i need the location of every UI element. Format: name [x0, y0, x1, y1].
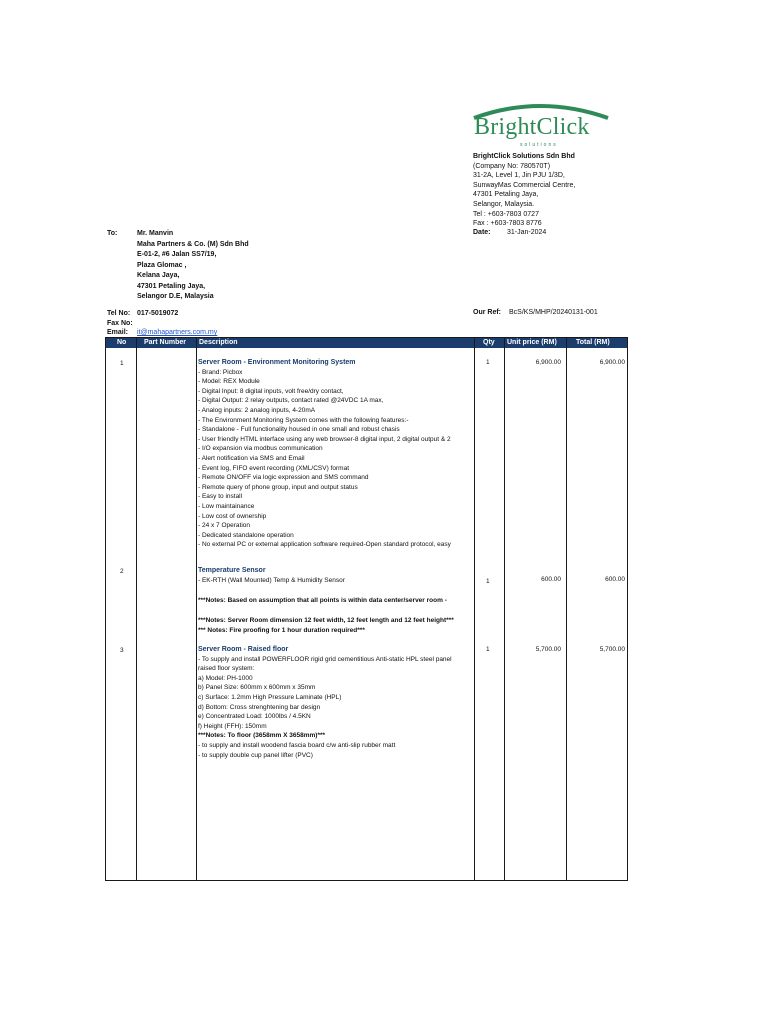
- company-line: SunwayMas Commercial Centre,: [473, 181, 576, 189]
- email-link[interactable]: it@mahapartners.com.my: [137, 329, 218, 337]
- desc-line: f) Height (FFH): 150mm: [198, 722, 267, 730]
- desc-line: - to supply and install woodend fascia board c/w anti-slip rubber matt: [198, 741, 396, 749]
- row-3-unit-price: 5,700.00: [535, 646, 561, 653]
- date-value: 31-Jan-2024: [507, 229, 547, 236]
- company-info: [473, 152, 575, 229]
- recipient-name: Mr. Manvin: [137, 230, 174, 237]
- row-2-unit-price: 600.00: [541, 576, 561, 583]
- to-label: To:: [107, 230, 118, 237]
- tel-value: 017-5019072: [137, 310, 179, 317]
- company-line: (Company No: 780570T): [473, 162, 551, 170]
- address-line: Selangor D.E, Malaysia: [137, 293, 214, 300]
- desc-line: - Easy to install: [198, 493, 243, 501]
- row-2-note: ***Notes: Based on assumption that all points is within data center/server room -: [198, 597, 447, 604]
- row-2-note: *** Notes: Fire proofing for 1 hour duration required***: [198, 627, 365, 634]
- desc-line: - Low cost of ownership: [198, 512, 267, 520]
- header-description: Description: [199, 339, 238, 346]
- row-1-no: 1: [120, 360, 124, 367]
- desc-line: - Analog inputs: 2 analog inputs, 4-20mA: [198, 406, 316, 414]
- desc-line: - to supply double cup panel lifter (PVC): [198, 751, 313, 759]
- recipient-address: [137, 229, 249, 303]
- desc-line: d) Bottom: Cross strenghtening bar design: [198, 703, 321, 711]
- desc-line: a) Model: PH-1000: [198, 674, 253, 682]
- desc-line: b) Panel Size: 600mm x 600mm x 35mm: [198, 684, 316, 692]
- company-tel: Tel : +603-7803 0727: [473, 210, 539, 218]
- date-label: Date:: [473, 229, 491, 236]
- desc-line: - EK-RTH (Wall Mounted) Temp & Humidity Sensor: [198, 576, 345, 584]
- ref-label: Our Ref:: [473, 309, 501, 316]
- row-1-total: 6,900.00: [599, 359, 625, 366]
- column-divider: [196, 338, 197, 880]
- row-3-no: 3: [120, 647, 124, 654]
- company-fax: Fax : +603-7803 8776: [473, 220, 542, 228]
- row-1-description: [198, 358, 451, 550]
- desc-line: - I/O expansion via modbus communication: [198, 445, 323, 453]
- company-line: 31-2A, Level 1, Jin PJU 1/3D,: [473, 172, 565, 180]
- desc-line: - Digital Output: 2 relay outputs, contact rated @24VDC 1A max,: [198, 397, 384, 405]
- header-unit-price: Unit price (RM): [507, 339, 557, 346]
- fax-label: Fax No:: [107, 319, 133, 327]
- row-2-no: 2: [120, 568, 124, 575]
- table-header: [106, 338, 627, 348]
- header-part-number: Part Number: [144, 339, 187, 346]
- brand-sub: solutions: [520, 142, 558, 148]
- desc-line: - Event log, FIFO event recording (XML/CSV) format: [198, 464, 349, 472]
- desc-line: - User friendly HTML interface using any web browser-8 digital input, 2 digital output & 2: [198, 435, 451, 443]
- address-line: Kelana Jaya,: [137, 272, 180, 279]
- quotation-table: [105, 337, 628, 881]
- column-divider: [566, 338, 567, 880]
- address-line: Plaza Glomac ,: [137, 261, 187, 269]
- row-1-qty: 1: [486, 359, 490, 366]
- column-divider: [474, 338, 475, 880]
- desc-line: - No external PC or external application software required-Open standard protocol, easy: [198, 541, 451, 549]
- header-total: Total (RM): [576, 339, 610, 346]
- recipient-company: Maha Partners & Co. (M) Sdn Bhd: [137, 240, 249, 248]
- row-1-unit-price: 6,900.00: [535, 359, 561, 366]
- address-line: E-01-2, #6 Jalan SS7/19,: [137, 251, 217, 258]
- address-line: 47301 Petaling Jaya,: [137, 282, 206, 290]
- header-no: No: [117, 339, 127, 346]
- ref-row: [473, 309, 598, 316]
- desc-line: - Remote ON/OFF via logic expression and SMS command: [198, 474, 369, 482]
- desc-line: e) Concentrated Load: 1000lbs / 4.5KN: [198, 713, 311, 721]
- desc-line: - Alert notification via SMS and Email: [198, 454, 305, 462]
- desc-line: - Digital Input: 8 digital inputs, volt free/dry contact,: [198, 387, 344, 395]
- row-3-qty: 1: [486, 646, 490, 653]
- brand-name: BrightClick: [474, 114, 590, 140]
- company-line: Selangor, Malaysia.: [473, 200, 535, 208]
- desc-line: raised floor system:: [198, 665, 255, 673]
- desc-line: - Standalone - Full functionality housed in one small and robust chasis: [198, 426, 400, 434]
- ref-value: BcS/KS/MHP/20240131-001: [509, 309, 598, 316]
- row-2-title: Temperature Sensor: [198, 567, 266, 574]
- brand-logo: [470, 100, 615, 150]
- row-1-title: Server Room - Environment Monitoring System: [198, 359, 356, 366]
- row-3-note: ***Notes: To floor (3658mm X 3658mm)***: [198, 732, 326, 740]
- column-divider: [136, 338, 137, 880]
- desc-line: - Brand: Picbox: [198, 368, 243, 376]
- row-2-description: [198, 566, 345, 585]
- company-name: BrightClick Solutions Sdn Bhd: [473, 153, 575, 160]
- desc-line: c) Surface: 1.2mm High Pressure Laminate (HPL): [198, 693, 342, 701]
- desc-line: - 24 x 7 Operation: [198, 522, 251, 530]
- row-2-qty: 1: [486, 578, 490, 585]
- row-3-description: [198, 645, 452, 760]
- desc-line: - The Environment Monitoring System comes with the following features:-: [198, 416, 409, 424]
- row-3-total: 5,700.00: [599, 646, 625, 653]
- company-line: 47301 Petaling Jaya,: [473, 191, 539, 199]
- row-3-title: Server Room - Raised floor: [198, 646, 289, 653]
- contact-info: [107, 309, 217, 338]
- desc-line: - Remote query of phone group, input and output status: [198, 483, 358, 491]
- date-row: [473, 229, 546, 236]
- desc-line: - Low maintainance: [198, 502, 255, 510]
- column-divider: [504, 338, 505, 880]
- desc-line: - Dedicated standalone operation: [198, 531, 294, 539]
- row-2-note: ***Notes: Server Room dimension 12 feet width, 12 feet length and 12 feet height***: [198, 617, 454, 624]
- desc-line: - Model: REX Module: [198, 378, 260, 386]
- header-qty: Qty: [483, 339, 495, 346]
- tel-label: Tel No:: [107, 310, 131, 317]
- email-label: Email:: [107, 329, 129, 337]
- row-2-total: 600.00: [605, 576, 625, 583]
- desc-line: - To supply and install POWERFLOOR rigid grid cementitious Anti-static HPL steel panel: [198, 655, 452, 663]
